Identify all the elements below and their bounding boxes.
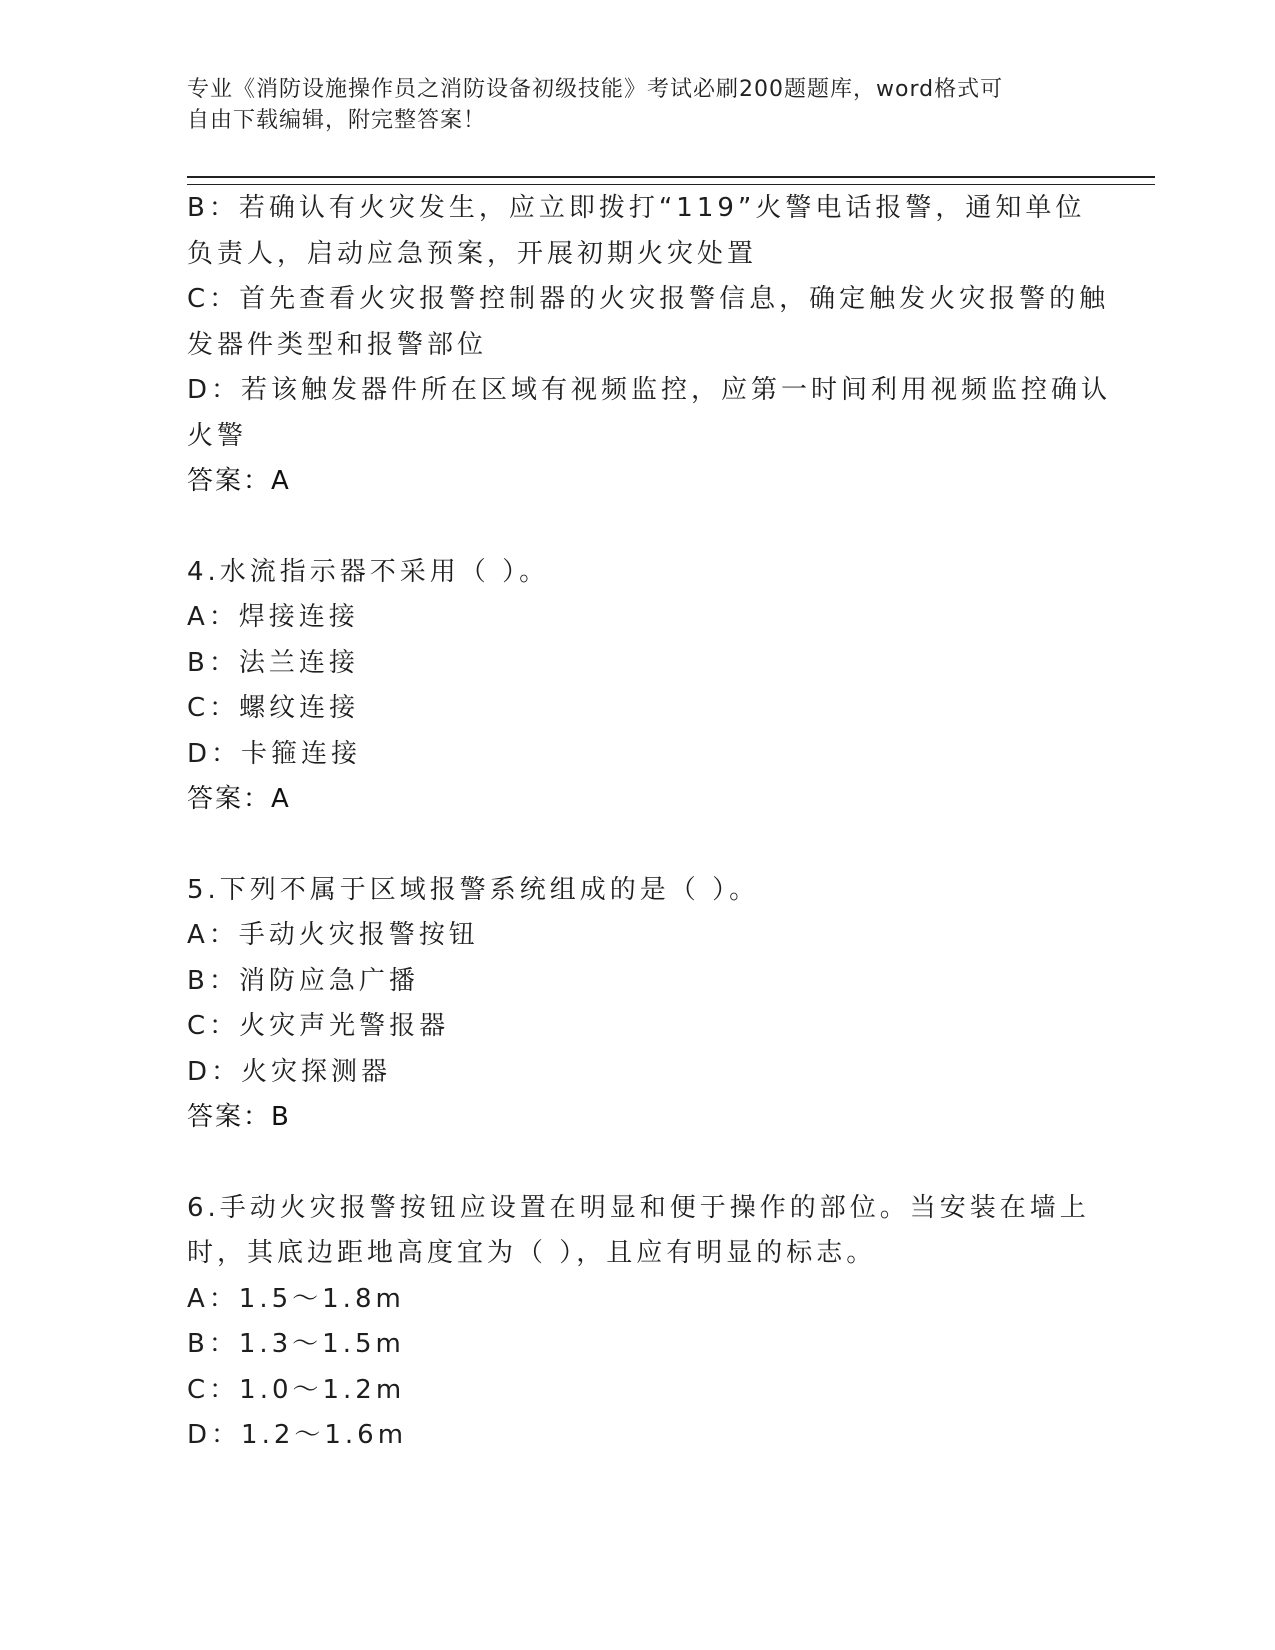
page-header: [187, 74, 1067, 136]
spacer: [187, 823, 1087, 868]
document-body: [187, 186, 1112, 1459]
question-5: [187, 868, 1087, 1141]
q6-option-c: C：1.0～1.2m: [187, 1374, 406, 1405]
q6-question-line-1: 6.手动火灾报警按钮应设置在明显和便于操作的部位。当安装在墙上: [187, 1192, 1090, 1223]
q3-option-b-line-2: 负责人，启动应急预案，开展初期火灾处置: [187, 238, 758, 269]
q5-answer: 答案：B: [187, 1102, 291, 1132]
q6-option-b: B：1.3～1.5m: [187, 1329, 405, 1359]
q4-answer: 答案：A: [187, 784, 291, 814]
spacer: [187, 505, 1087, 550]
header-line-2: 自由下载编辑，附完整答案！: [187, 108, 487, 133]
q4-option-c: C：螺纹连接: [187, 693, 360, 723]
q5-option-b: B：消防应急广播: [187, 965, 419, 996]
q3-option-c-line-2: 发器件类型和报警部位: [187, 329, 488, 360]
q4-question-text: 4.水流指示器不采用（ ）。: [187, 556, 550, 587]
header-line-1: 专业《消防设施操作员之消防设备初级技能》考试必刷200题题库，word格式可: [187, 77, 1004, 102]
q3-option-d-line-2: 火警: [187, 420, 248, 451]
q3-answer: 答案：A: [187, 466, 291, 496]
q5-question-text: 5.下列不属于区域报警系统组成的是（ ）。: [187, 874, 760, 905]
q6-option-d: D：1.2～1.6m: [187, 1420, 408, 1450]
spacer: [187, 1141, 1087, 1186]
question-6: [187, 1186, 1090, 1459]
q6-question-line-2: 时，其底边距地高度宜为（ ），且应有明显的标志。: [187, 1238, 877, 1268]
q5-option-d: D：火灾探测器: [187, 1056, 392, 1087]
q3-option-c-line-1: C：首先查看火灾报警控制器的火灾报警信息，确定触发火灾报警的触: [187, 284, 1110, 314]
q6-option-a: A：1.5～1.8m: [187, 1283, 405, 1314]
q4-option-b: B：法兰连接: [187, 647, 359, 678]
q4-option-a: A：焊接连接: [187, 602, 359, 632]
q5-option-a: A：手动火灾报警按钮: [187, 920, 479, 950]
header-divider: [187, 176, 1155, 185]
q5-option-c: C：火灾声光警报器: [187, 1011, 450, 1041]
q4-option-d: D：卡箍连接: [187, 738, 362, 769]
q3-option-b-line-1: B：若确认有火灾发生，应立即拨打“119”火警电话报警，通知单位: [187, 193, 1086, 223]
question-4: [187, 550, 1087, 823]
q3-option-d-line-1: D：若该触发器件所在区域有视频监控，应第一时间利用视频监控确认: [187, 375, 1112, 405]
question-3: [187, 186, 1112, 505]
